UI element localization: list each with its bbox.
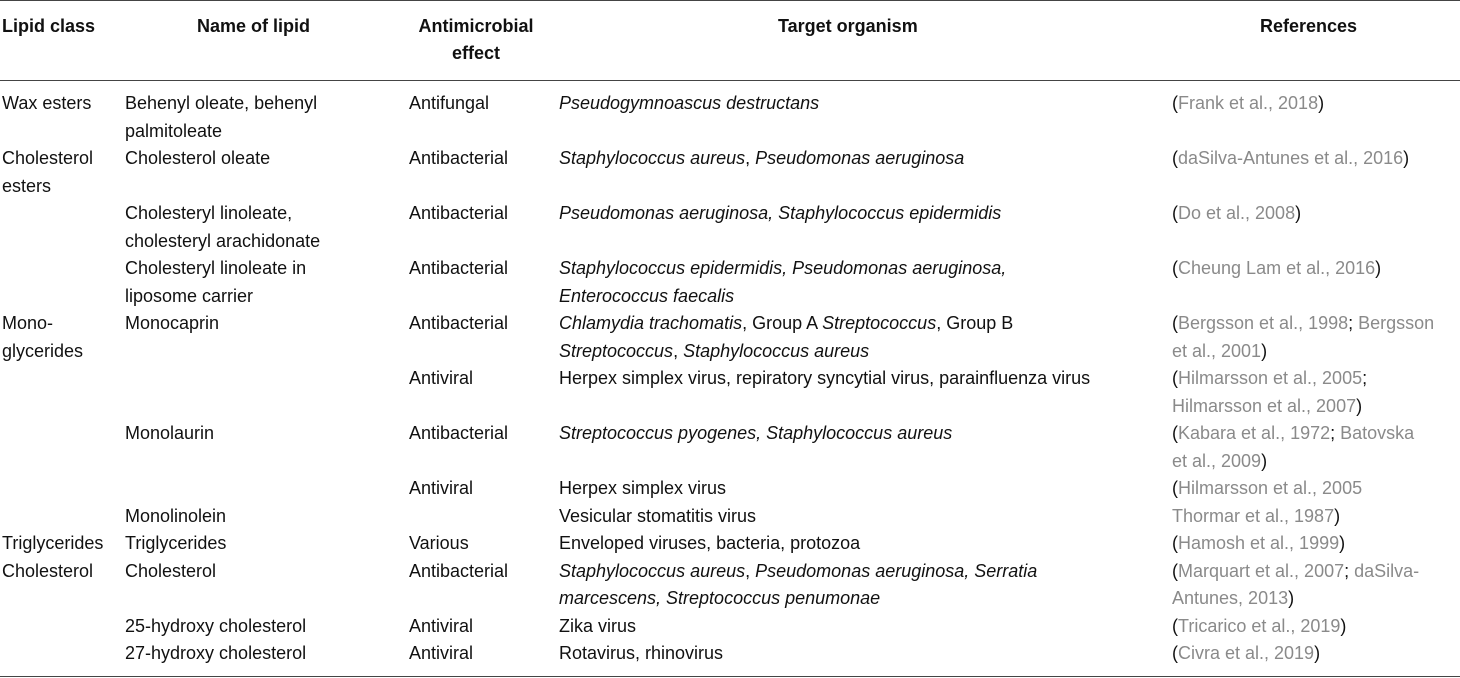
reference-link[interactable]: Hilmarsson et al., 2005 [1178, 368, 1363, 388]
cell-lipid-class-cont: glycerides [2, 340, 84, 361]
reference-link[interactable]: Tricarico et al., 2019 [1178, 615, 1341, 636]
reference-link[interactable]: Hamosh et al., 1999 [1178, 533, 1340, 553]
cell-lipid-name: 27-hydroxy cholesterol [125, 643, 307, 663]
cell-target: Rotavirus, rhinovirus [559, 643, 724, 663]
cell-lipid-name: Cholesteryl linoleate in [125, 258, 307, 278]
cell-effect: Various [409, 533, 469, 553]
cell-target: Herpex simplex virus [559, 478, 727, 498]
header-effect-line2: effect [451, 43, 500, 63]
reference-link[interactable]: Frank et al., 2018 [1178, 93, 1319, 113]
reference-link[interactable]: Do et al., 2008 [1178, 203, 1296, 223]
cell-target: Chlamydia trachomatis, Group A Streptococcus, Group B [559, 313, 1014, 333]
cell-lipid-name-cont: palmitoleate [125, 120, 223, 141]
cell-effect: Antibacterial [409, 148, 509, 168]
header-effect-line1: Antimicrobial [418, 16, 534, 36]
cell-reference: (daSilva-Antunes et al., 2016) [1172, 148, 1410, 168]
header-name-of-lipid: Name of lipid [197, 16, 311, 36]
cell-lipid-class-cont: esters [2, 175, 52, 196]
reference-link[interactable]: et al., 2001 [1172, 340, 1262, 361]
cell-reference: (Hilmarsson et al., 2005; [1172, 368, 1368, 388]
cell-reference: (Hamosh et al., 1999) [1172, 533, 1346, 553]
reference-link[interactable]: Thormar et al., 1987 [1172, 505, 1335, 526]
cell-lipid-name-cont: cholesteryl arachidonate [125, 230, 321, 251]
cell-target: Streptococcus pyogenes, Staphylococcus aureus [559, 423, 953, 443]
cell-effect: Antibacterial [409, 313, 509, 333]
reference-link[interactable]: et al., 2009 [1172, 450, 1262, 471]
cell-effect: Antiviral [409, 615, 474, 636]
cell-lipid-name: Monocaprin [125, 313, 220, 333]
cell-lipid-name: Cholesterol [125, 560, 217, 581]
cell-reference-cont: Antunes, 2013) [1172, 588, 1295, 608]
reference-link[interactable]: Hilmarsson et al., 2007 [1172, 395, 1357, 416]
reference-link[interactable]: Cheung Lam et al., 2016 [1178, 258, 1376, 278]
cell-lipid-class: Cholesterol [2, 560, 94, 581]
cell-target: Staphylococcus aureus, Pseudomonas aeruginosa [559, 148, 965, 168]
cell-target-cont: marcescens, Streptococcus penumonae [559, 588, 881, 608]
reference-link[interactable]: daSilva-Antunes et al., 2016 [1178, 148, 1404, 168]
reference-link[interactable]: Bergsson [1358, 313, 1435, 333]
cell-lipid-name: Monolaurin [125, 423, 215, 443]
cell-reference: (Kabara et al., 1972; Batovska [1172, 423, 1415, 443]
cell-lipid-name: Cholesteryl linoleate, [125, 203, 293, 223]
cell-lipid-class: Cholesterol [2, 148, 94, 168]
cell-reference: (Bergsson et al., 1998; Bergsson [1172, 313, 1435, 333]
cell-reference-cont: et al., 2001) [1172, 340, 1268, 361]
cell-effect: Antiviral [409, 368, 474, 388]
cell-reference: Thormar et al., 1987) [1172, 505, 1341, 526]
cell-effect: Antibacterial [409, 203, 509, 223]
reference-link[interactable]: Hilmarsson et al., 2005 [1178, 478, 1363, 498]
cell-reference: (Do et al., 2008) [1172, 203, 1302, 223]
table-top-rule [0, 0, 1460, 1]
cell-lipid-name-cont: liposome carrier [125, 285, 254, 306]
cell-target-cont: Streptococcus, Staphylococcus aureus [559, 340, 870, 361]
cell-effect: Antiviral [409, 643, 474, 663]
cell-reference: (Hilmarsson et al., 2005 [1172, 478, 1363, 498]
cell-lipid-name: Triglycerides [125, 533, 227, 553]
cell-lipid-name: Monolinolein [125, 505, 227, 526]
reference-link[interactable]: Batovska [1340, 423, 1415, 443]
cell-reference: (Tricarico et al., 2019) [1172, 615, 1347, 636]
cell-reference-cont: et al., 2009) [1172, 450, 1268, 471]
cell-target-cont: Enterococcus faecalis [559, 285, 735, 306]
cell-target: Pseudogymnoascus destructans [559, 93, 820, 113]
cell-effect: Antiviral [409, 478, 474, 498]
reference-link[interactable]: daSilva- [1354, 560, 1420, 581]
reference-link[interactable]: Civra et al., 2019 [1178, 643, 1315, 663]
reference-link[interactable]: Marquart et al., 2007 [1178, 560, 1345, 581]
cell-reference: (Frank et al., 2018) [1172, 93, 1325, 113]
reference-link[interactable]: Bergsson et al., 1998 [1178, 313, 1349, 333]
cell-target: Pseudomonas aeruginosa, Staphylococcus epidermidis [559, 203, 1002, 223]
cell-lipid-name: 25-hydroxy cholesterol [125, 615, 307, 636]
reference-link[interactable]: Antunes, 2013 [1172, 588, 1289, 608]
cell-lipid-class: Mono- [2, 313, 54, 333]
reference-link[interactable]: Kabara et al., 1972 [1178, 423, 1331, 443]
cell-lipid-name: Cholesterol oleate [125, 148, 271, 168]
cell-lipid-class: Triglycerides [2, 533, 104, 553]
cell-target: Zika virus [559, 615, 637, 636]
cell-target: Enveloped viruses, bacteria, protozoa [559, 533, 861, 553]
header-target-organism: Target organism [778, 16, 918, 36]
cell-effect: Antibacterial [409, 258, 509, 278]
cell-target: Staphylococcus epidermidis, Pseudomonas aeruginosa, [559, 258, 1007, 278]
cell-reference-cont: Hilmarsson et al., 2007) [1172, 395, 1363, 416]
cell-target: Vesicular stomatitis virus [559, 505, 757, 526]
table-header-rule [0, 80, 1460, 81]
cell-target: Staphylococcus aureus, Pseudomonas aeruginosa, Serratia [559, 560, 1038, 581]
cell-lipid-class: Wax esters [2, 93, 92, 113]
cell-lipid-name: Behenyl oleate, behenyl [125, 93, 318, 113]
cell-reference: (Marquart et al., 2007; daSilva- [1172, 560, 1420, 581]
cell-effect: Antibacterial [409, 560, 509, 581]
cell-effect: Antifungal [409, 93, 490, 113]
header-lipid-class: Lipid class [2, 16, 96, 36]
cell-target: Herpex simplex virus, repiratory syncytial virus, parainfluenza virus [559, 368, 1091, 388]
cell-reference: (Cheung Lam et al., 2016) [1172, 258, 1382, 278]
cell-reference: (Civra et al., 2019) [1172, 643, 1321, 663]
table-bottom-rule [0, 676, 1460, 677]
cell-effect: Antibacterial [409, 423, 509, 443]
header-references: References [1260, 16, 1358, 36]
